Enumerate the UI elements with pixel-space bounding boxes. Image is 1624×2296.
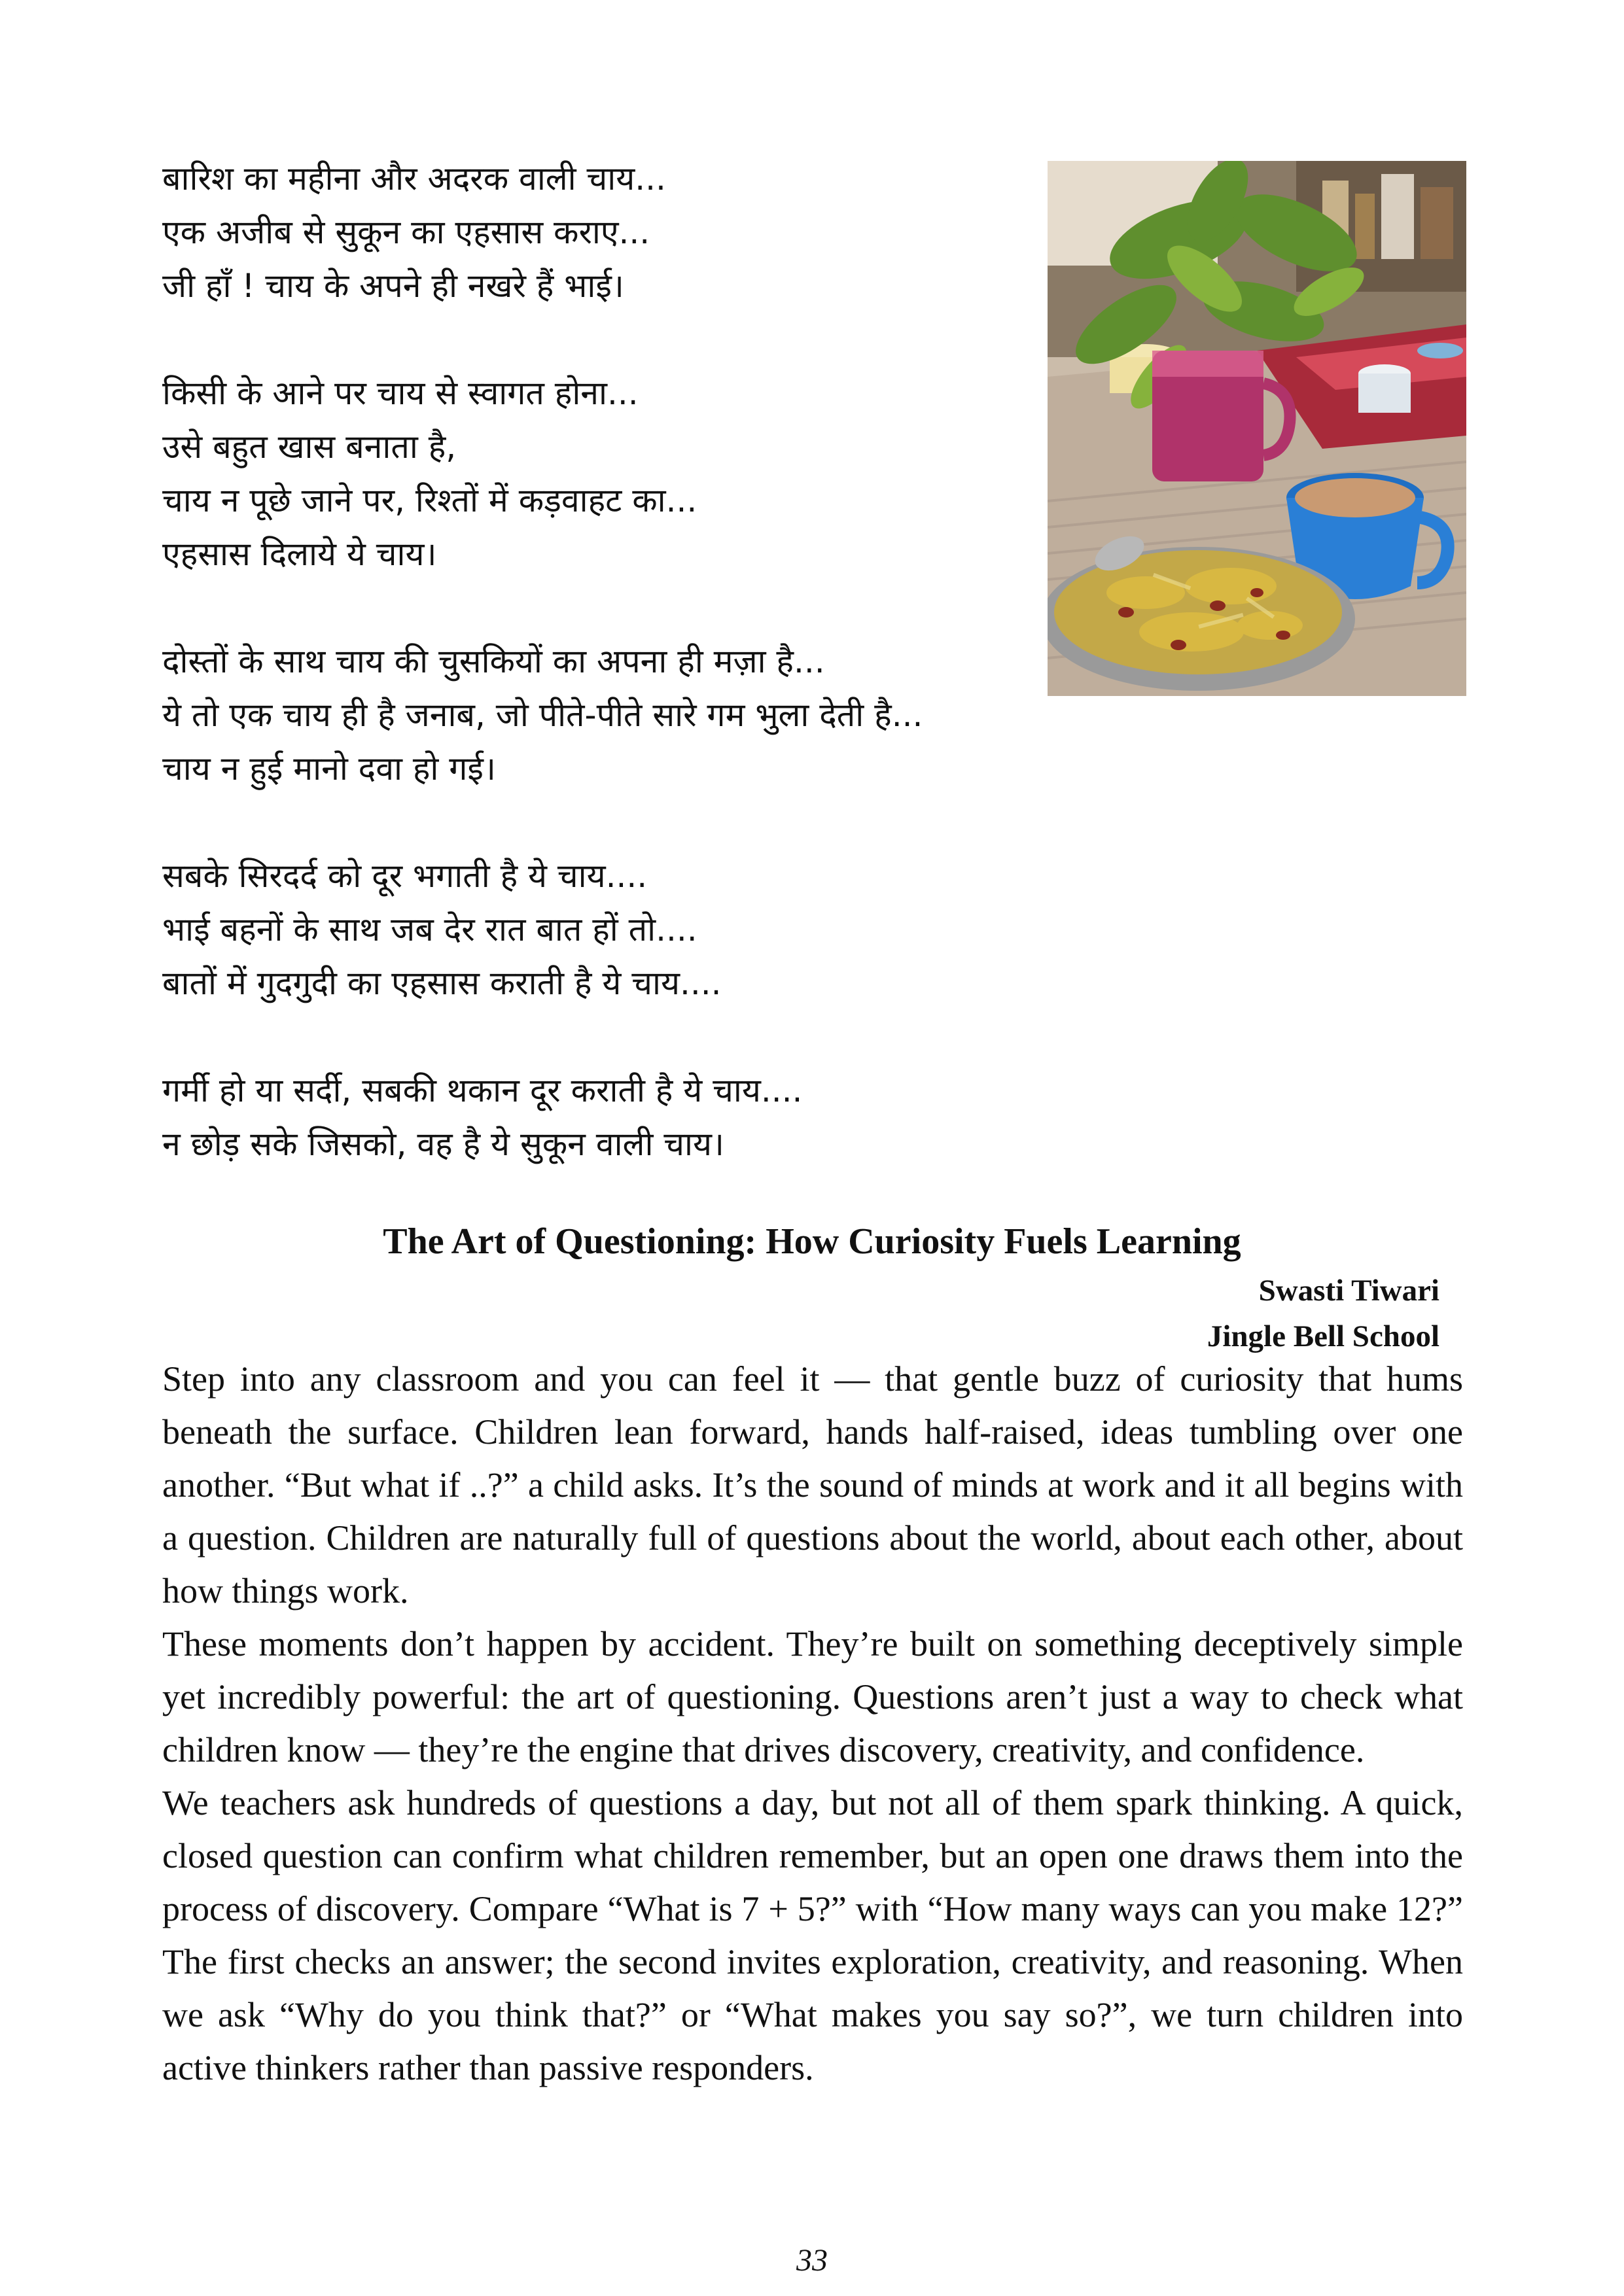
poem-line: ये तो एक चाय ही है जनाब, जो पीते-पीते सारे गम भुला देती है... bbox=[162, 696, 923, 734]
poem-line: दोस्तों के साथ चाय की चुसकियों का अपना ही मज़ा है... bbox=[162, 642, 825, 680]
tea-and-snack-photo bbox=[1048, 161, 1466, 696]
poem-line: किसी के आने पर चाय से स्वागत होना... bbox=[162, 374, 639, 412]
poem-line: चाय न पूछे जाने पर, रिश्तों में कड़वाहट का... bbox=[162, 481, 697, 519]
page-number: 33 bbox=[796, 2243, 828, 2278]
poem-line: उसे बहुत खास बनाता है, bbox=[162, 428, 457, 466]
poem-line: भाई बहनों के साथ जब देर रात बात हों तो.... bbox=[162, 911, 697, 948]
article-byline bbox=[1207, 1268, 1439, 1359]
poem-stanza bbox=[162, 635, 1052, 795]
poem-line: एहसास दिलाये ये चाय। bbox=[162, 535, 437, 573]
poem-line: न छोड़ सके जिसको, वह है ये सुकून वाली चाय। bbox=[162, 1125, 724, 1163]
poem-line: चाय न हुई मानो दवा हो गई। bbox=[162, 750, 496, 788]
article-paragraph: Step into any classroom and you can feel it — that gentle buzz of curiosity that hums beneath the surface. Children lean forward, hands half-raised, ideas tumbling over one another. “But what if ..?” a child asks. It’s the sound of minds at work and it all begins with a question. Children are naturally full of questions about the world, about each other, about how things work. bbox=[162, 1359, 1463, 1610]
article-paragraph: These moments don’t happen by accident. They’re built on something deceptively simple yet incredibly powerful: the art of questioning. Questions aren’t just a way to check what children know — they’re the engine that drives discovery, creativity, and confidence. bbox=[162, 1624, 1463, 1769]
article-paragraph: We teachers ask hundreds of questions a day, but not all of them spark thinking. A quick, closed question can confirm what children remember, but an open one draws them into the process of discovery. Compare “What is 7 + 5?” with “How many ways can you make 12?” The first checks an answer; the second invites exploration, creativity, and reasoning. When we ask “Why do you think that?” or “What makes you say so?”, we turn children into active thinkers rather than passive responders. bbox=[162, 1783, 1463, 2087]
poem-line: जी हाँ ! चाय के अपने ही नखरे हैं भाई। bbox=[162, 267, 624, 305]
article-title: The Art of Questioning: How Curiosity Fuels Learning bbox=[383, 1221, 1241, 1262]
author-name: Swasti Tiwari bbox=[1258, 1274, 1439, 1308]
poem-line: एक अजीब से सुकून का एहसास कराए... bbox=[162, 213, 650, 251]
hindi-poem bbox=[162, 152, 1052, 1171]
poem-stanza bbox=[162, 152, 1052, 313]
photo-illustration bbox=[1048, 161, 1466, 696]
poem-stanza bbox=[162, 849, 1052, 1010]
poem-line: बातों में गुदगुदी का एहसास कराती है ये चाय.... bbox=[162, 964, 722, 1002]
article-body bbox=[162, 1353, 1463, 2095]
poem-line: बारिश का महीना और अदरक वाली चाय... bbox=[162, 160, 666, 198]
poem-stanza bbox=[162, 366, 1052, 581]
school-name: Jingle Bell School bbox=[1207, 1319, 1439, 1353]
poem-line: गर्मी हो या सर्दी, सबकी थकान दूर कराती है ये चाय.... bbox=[162, 1071, 803, 1109]
poem-line: सबके सिरदर्द को दूर भगाती है ये चाय.... bbox=[162, 857, 648, 895]
poem-stanza bbox=[162, 1064, 1052, 1171]
